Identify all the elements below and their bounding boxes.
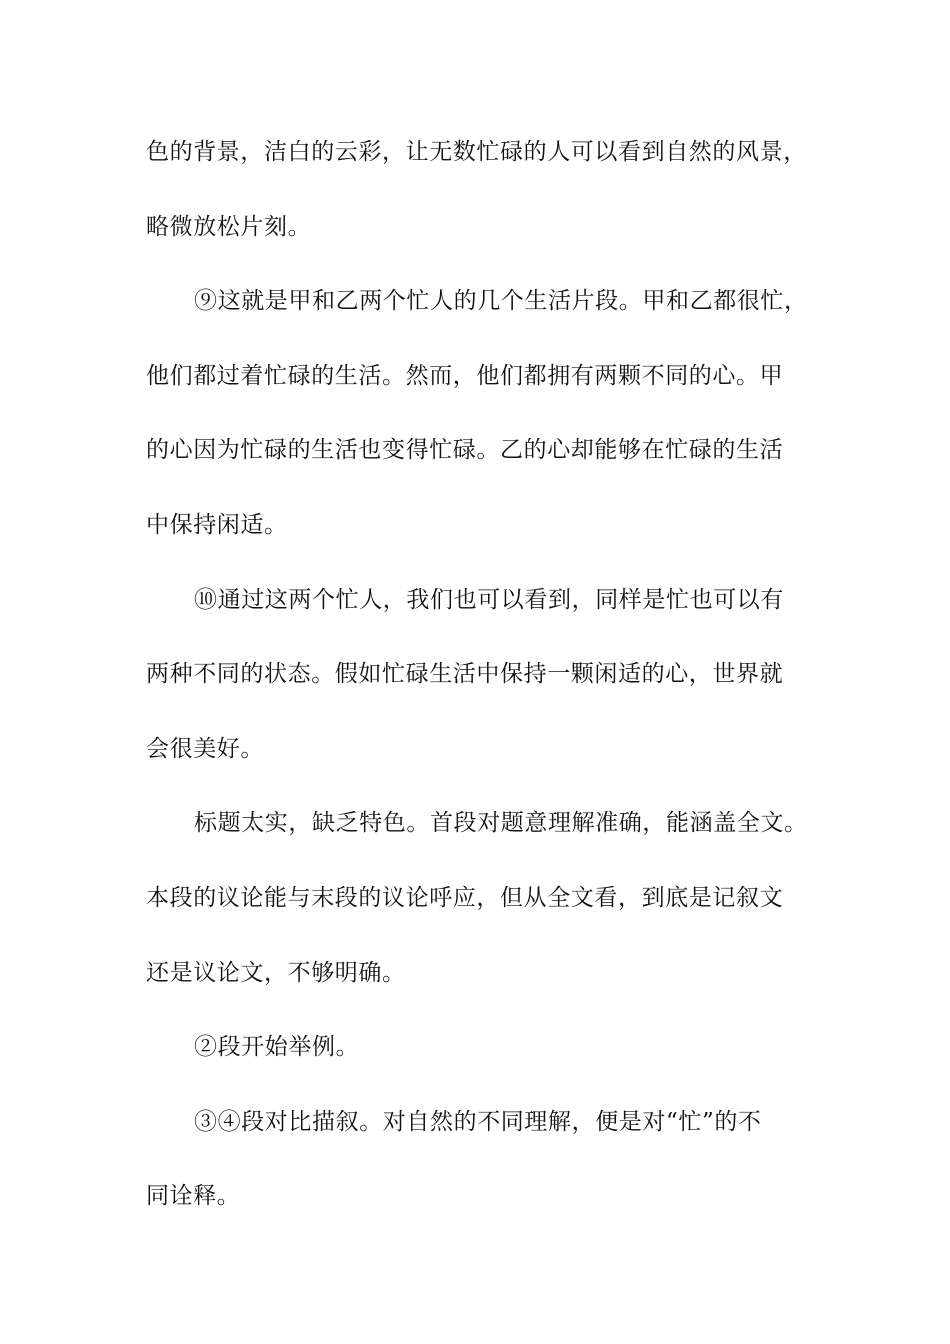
paragraph-9-first-line: ⑨这就是甲和乙两个忙人的几个生活片段。甲和乙都很忙， — [194, 288, 808, 314]
text-line: 色的背景，洁白的云彩，让无数忙碌的人可以看到自然的风景， — [146, 139, 807, 165]
commentary-paragraph-3-4: ③④段对比描叙。对自然的不同理解，便是对“忙”的不 — [194, 1109, 762, 1135]
text-line: 会很美好。 — [146, 736, 264, 762]
text-line: 两种不同的状态。假如忙碌生活中保持一颗闲适的心，世界就 — [146, 661, 784, 687]
text-line: 中保持闲适。 — [146, 512, 288, 538]
commentary-first-line: 标题太实，缺乏特色。首段对题意理解准确，能涵盖全文。 — [194, 810, 808, 836]
text-line: 的心因为忙碌的生活也变得忙碌。乙的心却能够在忙碌的生活 — [146, 437, 784, 463]
text-line: 同诠释。 — [146, 1183, 241, 1209]
commentary-paragraph-2: ②段开始举例。 — [194, 1034, 360, 1060]
text-line: 略微放松片刻。 — [146, 214, 312, 240]
text-line: 本段的议论能与末段的议论呼应，但从全文看，到底是记叙文 — [146, 885, 784, 911]
paragraph-10-first-line: ⑩通过这两个忙人，我们也可以看到，同样是忙也可以有 — [194, 587, 784, 613]
text-line: 还是议论文，不够明确。 — [146, 960, 406, 986]
text-line: 他们都过着忙碌的生活。然而，他们都拥有两颗不同的心。甲 — [146, 363, 784, 389]
